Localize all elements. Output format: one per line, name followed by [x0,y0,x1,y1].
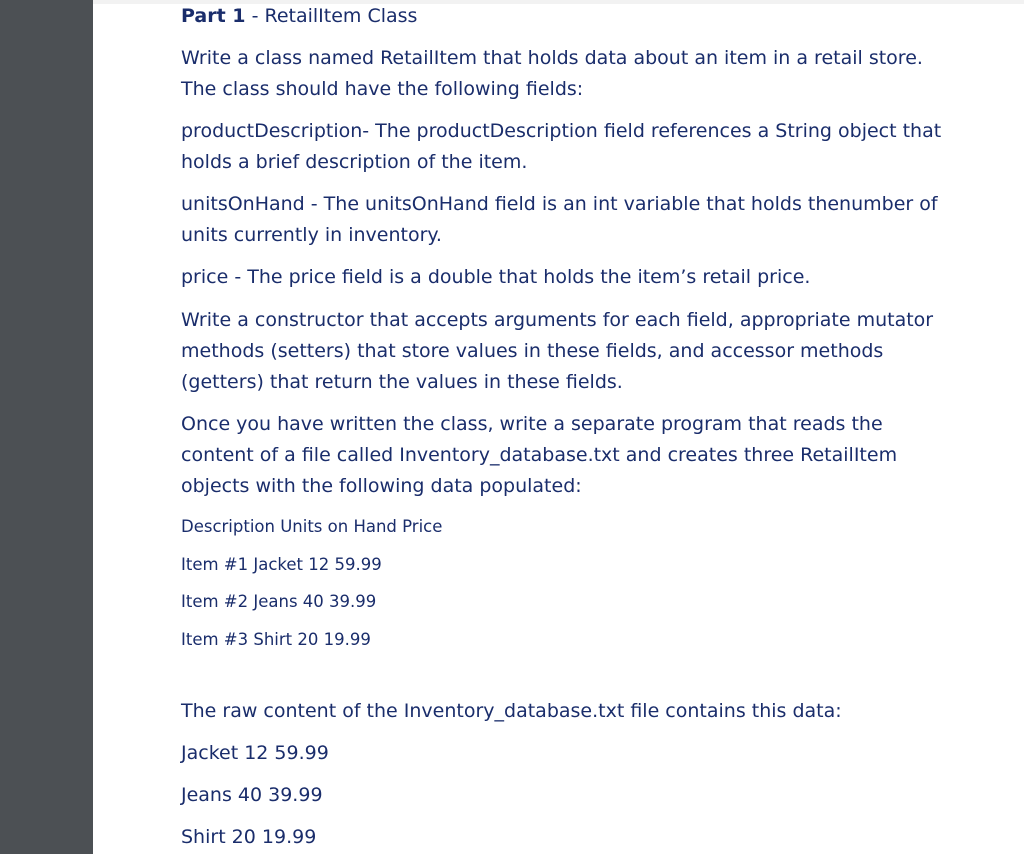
units-field-line-1: unitsOnHand - The unitsOnHand field is an int variable that holds thenumber of [181,193,938,215]
raw-content-intro: The raw content of the Inventory_database.txt file contains this data: [181,700,842,722]
part-label: Part 1 [181,5,246,27]
left-sidebar [0,0,93,854]
program-line-3: objects with the following data populated: [181,475,582,497]
raw-line: Jacket 12 59.99 [181,742,329,764]
intro-line-1: Write a class named RetailItem that holds data about an item in a retail store. [181,47,923,69]
constructor-line-3: (getters) that return the values in these fields. [181,371,623,393]
table-row: Item #2 Jeans 40 39.99 [181,592,377,611]
heading-title: RetailItem Class [264,5,418,27]
price-field-line: price - The price field is a double that holds the item’s retail price. [181,266,811,288]
section-heading [181,4,417,28]
raw-line: Shirt 20 19.99 [181,826,317,848]
constructor-line-1: Write a constructor that accepts arguments for each field, appropriate mutator [181,309,934,331]
product-field-line-2: holds a brief description of the item. [181,151,528,173]
program-line-2: content of a file called Inventory_database.txt and creates three RetailItem [181,444,898,466]
product-field-line-1: productDescription- The productDescription field references a String object that [181,120,942,142]
table-header: Description Units on Hand Price [181,517,443,536]
units-field-line-2: units currently in inventory. [181,224,442,246]
constructor-line-2: methods (setters) that store values in these fields, and accessor methods [181,340,884,362]
table-row: Item #1 Jacket 12 59.99 [181,555,382,574]
table-row: Item #3 Shirt 20 19.99 [181,630,371,649]
program-line-1: Once you have written the class, write a separate program that reads the [181,413,883,435]
raw-line: Jeans 40 39.99 [181,784,323,806]
heading-separator: - [245,5,265,27]
intro-line-2: The class should have the following fields: [181,78,584,100]
